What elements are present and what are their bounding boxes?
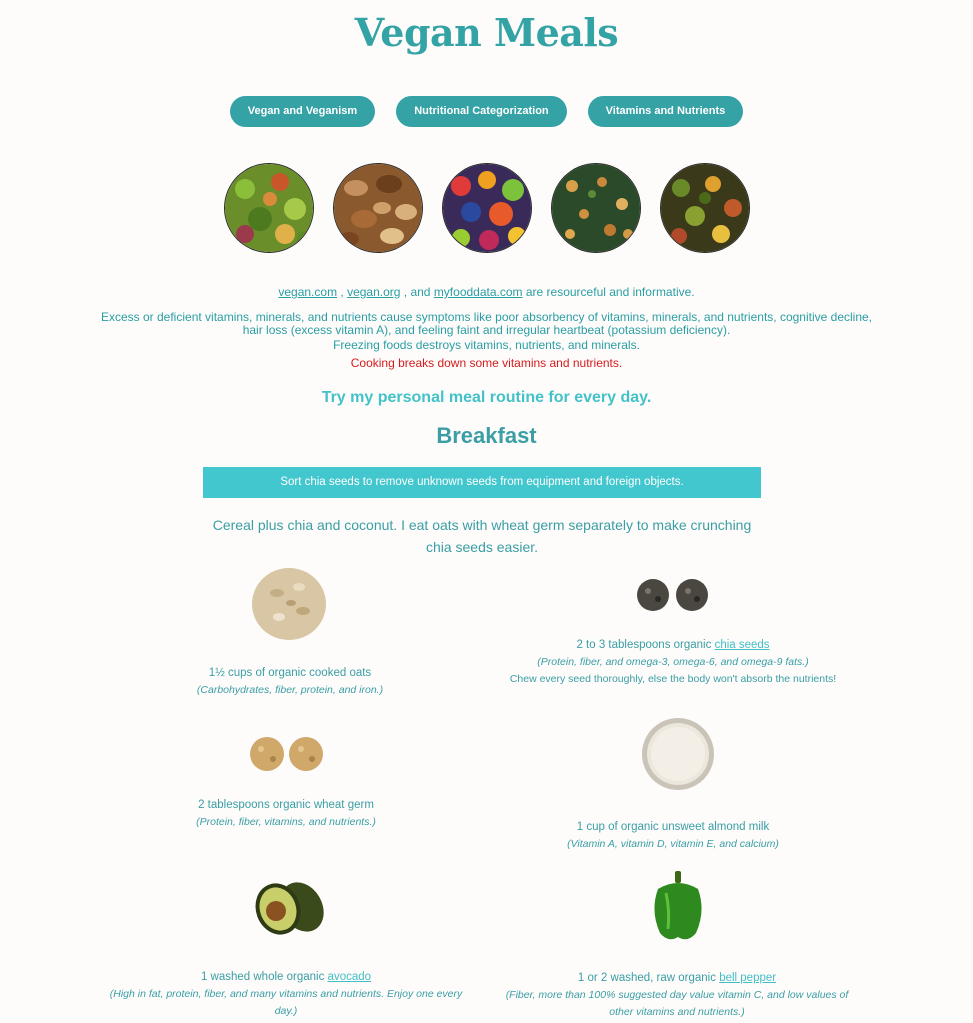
- almond-milk-name: 1 cup of organic unsweet almond milk: [576, 821, 770, 833]
- breakfast-heading: Breakfast: [436, 423, 537, 448]
- nav-nutritional-categorization-button[interactable]: Nutritional Categorization: [396, 96, 566, 127]
- cooking-text: Cooking breaks down some vitamins and nutrients.: [350, 356, 623, 370]
- almond-milk-item: [493, 819, 853, 853]
- intro-tail: are resourceful and informative.: [522, 285, 695, 299]
- oats-name: 1½ cups of organic cooked oats: [208, 667, 372, 679]
- vegan-com-link[interactable]: vegan.com: [278, 285, 338, 299]
- bell-pepper-name: 1 or 2 washed, raw organic: [577, 972, 720, 984]
- intro-separator: , and: [400, 285, 434, 299]
- bell-pepper-note: (Fiber, more than 100% suggested day value vitamin C, and low values of other vitamins and nutrients.): [505, 989, 849, 1018]
- fruit-image: [443, 164, 531, 252]
- avocado-image: [248, 875, 326, 944]
- nav-buttons: [0, 96, 973, 127]
- wheat-germ-image: [249, 737, 325, 778]
- routine-tagline: Try my personal meal routine for every day.: [321, 389, 652, 406]
- avocado-name: 1 washed whole organic: [200, 971, 328, 983]
- freezing-text: Freezing foods destroys vitamins, nutrients, and minerals.: [333, 338, 640, 352]
- wheat-germ-item: [106, 797, 466, 831]
- nav-vitamins-and-nutrients-button[interactable]: Vitamins and Nutrients: [588, 96, 744, 127]
- chia-seeds-link[interactable]: chia seeds: [714, 639, 770, 651]
- avocado-item: [106, 969, 466, 1020]
- resources-line: [100, 286, 873, 299]
- chia-sorting-banner: Sort chia seeds to remove unknown seeds from equipment and foreign objects.: [203, 467, 761, 498]
- vegan-org-link[interactable]: vegan.org: [347, 285, 401, 299]
- nav-vegan-and-veganism-button[interactable]: Vegan and Veganism: [230, 96, 375, 127]
- oats-note: (Carbohydrates, fiber, protein, and iron.): [196, 684, 384, 696]
- wheat-germ-name: 2 tablespoons organic wheat germ: [198, 799, 374, 811]
- bell-pepper-link[interactable]: bell pepper: [719, 972, 777, 984]
- kale-chickpea-image: [552, 164, 640, 252]
- chia-item: [493, 637, 853, 688]
- food-image-row: [0, 164, 973, 252]
- nuts-image: [334, 164, 422, 252]
- chia-note: (Protein, fiber, and omega-3, omega-6, and omega-9 fats.): [537, 656, 809, 668]
- almond-milk-image: [640, 716, 716, 799]
- avocado-note: (High in fat, protein, fiber, and many vitamins and nutrients. Enjoy one every day.): [109, 988, 463, 1017]
- chia-chew-tip: Chew every seed thoroughly, else the body won't absorb the nutrients!: [509, 673, 837, 685]
- avocado-link[interactable]: avocado: [327, 971, 372, 983]
- intro-separator: ,: [337, 285, 348, 299]
- almond-milk-note: (Vitamin A, vitamin D, vitamin E, and calcium): [567, 838, 779, 850]
- vitamin-warning-text: Excess or deficient vitamins, minerals, and nutrients cause symptoms like poor absorbency of vitamins, minerals, and nutrients, cognitive decline, hair loss (excess vitamin A), and feeling faint and irregular heartbeat (potassium deficiency).: [100, 310, 873, 337]
- chia-name: 2 to 3 tablespoons organic: [576, 639, 715, 651]
- chia-seeds-image: [636, 579, 712, 618]
- roasted-vegetables-image: [661, 164, 749, 252]
- cereal-description: Cereal plus chia and coconut. I eat oats with wheat germ separately to make crunching chia seeds easier.: [212, 517, 752, 555]
- wheat-germ-note: (Protein, fiber, vitamins, and nutrients.): [196, 816, 376, 828]
- oats-image: [251, 567, 327, 646]
- bell-pepper-image: [650, 871, 706, 948]
- page-title: Vegan Meals: [354, 10, 619, 55]
- salad-image: [225, 164, 313, 252]
- bell-pepper-item: [497, 970, 857, 1021]
- myfooddata-link[interactable]: myfooddata.com: [433, 285, 523, 299]
- oats-item: [110, 665, 470, 699]
